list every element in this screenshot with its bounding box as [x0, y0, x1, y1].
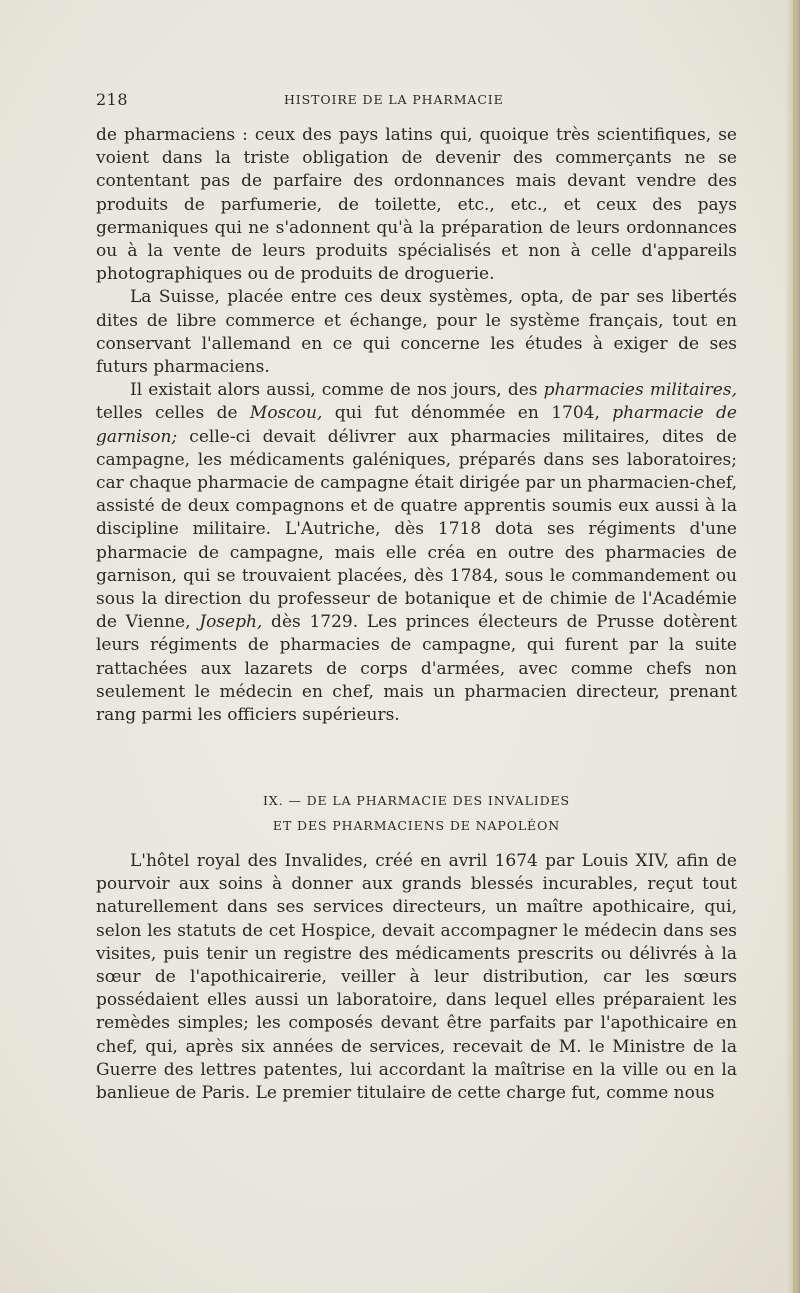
italic-pharmacie-de-garnison: pharmacie de garnison;: [96, 403, 737, 447]
paragraph-3-text-i: dès 1729. Les princes électeurs de Prusse dotèrent leurs régiments de pharmacies de campagne, qui furent par la suite rattachées aux lazarets de corps d'armées, avec comme chefs non seulement le médecin en chef, mais un pharmacien directeur, prenant rang parmi les officiers supérieurs.: [96, 612, 737, 726]
italic-moscou: Moscou,: [249, 403, 323, 424]
paragraph-2: La Suisse, placée entre ces deux systèmes, opta, de par ses libertés dites de libre commerce et échange, pour le système français, tout en conservant l'allemand en ce qui concerne les études à exiger de ses futurs pharmaciens.: [96, 287, 737, 378]
paragraph-invalides: L'hôtel royal des Invalides, créé en avril 1674 par Louis XIV, afin de pourvoir aux soins à donner aux grands blessés incurables, reçut tout naturellement dans ses services directeurs, un maître apothicaire, qui, selon les statuts de cet Hospice, devait accompagner le médecin dans ses visites, puis tenir un registre des médicaments prescrits ou délivrés à la sœur de l'apothicairerie, veiller à leur distribution, car les sœurs possédaient elles aussi un laboratoire, dans lequel elles préparaient les remèdes simples; les composés devant être parfaits par l'apothicaire en chef, qui, après six années de services, recevait de M. le Ministre de la Guerre des lettres patentes, lui accordant la maîtrise en la ville ou en la banlieue de Paris. Le premier titulaire de cette charge fut, comme nous: [96, 851, 737, 1104]
italic-pharmacies-militaires: pharmacies militaires,: [543, 380, 737, 401]
paragraph-3-text-a: Il existait alors aussi, comme de nos jours, des: [130, 380, 544, 401]
running-title: HISTOIRE DE LA PHARMACIE: [284, 92, 504, 107]
paragraph-3-text-c: telles celles de: [96, 403, 250, 424]
page-header: [96, 90, 734, 110]
page-edge-binding: [793, 0, 796, 1293]
section-text-1: [96, 124, 737, 727]
section-heading-line-1: IX. — DE LA PHARMACIE DES INVALIDES: [262, 793, 571, 808]
paragraph-1: de pharmaciens : ceux des pays latins qui, quoique très scientifiques, se voient dans la triste obligation de devenir des commerçants ne se contentant pas de parfaire des ordonnances mais devant vendre des produits de parfumerie, de toilette, etc., etc., et ceux des pays germaniques qui ne s'adonnent qu'à la préparation de leurs ordonnances ou à la vente de leurs produits spécialisés et non à celle d'appareils photographiques ou de produits de droguerie.: [96, 125, 737, 285]
section-text-2: [96, 850, 737, 1105]
italic-joseph: Joseph,: [199, 612, 263, 633]
paragraph-3-text-g: celle-ci devait délivrer aux pharmacies militaires, dites de campagne, les médicaments galéniques, préparés dans ses laboratoires; car chaque pharmacie de campagne était dirigée par un pharmacien-chef, assisté de deux compagnons et de quatre apprentis soumis eux aussi à la discipline militaire. L'Autriche, dès 1718 dota ses régiments d'une pharmacie de campagne, mais elle créa en outre des pharmacies de garnison, qui se trouvaient placées, dès 1784, sous le commandement ou sous la direction du professeur de botanique et de chimie de l'Académie de Vienne,: [96, 426, 737, 633]
page-number: 218: [96, 90, 129, 109]
section-heading-line-2: ET DES PHARMACIENS DE NAPOLÉON: [272, 818, 561, 833]
paragraph-3-text-e: qui fut dénommée en 1704,: [322, 403, 613, 424]
paragraph-3: [96, 379, 737, 727]
